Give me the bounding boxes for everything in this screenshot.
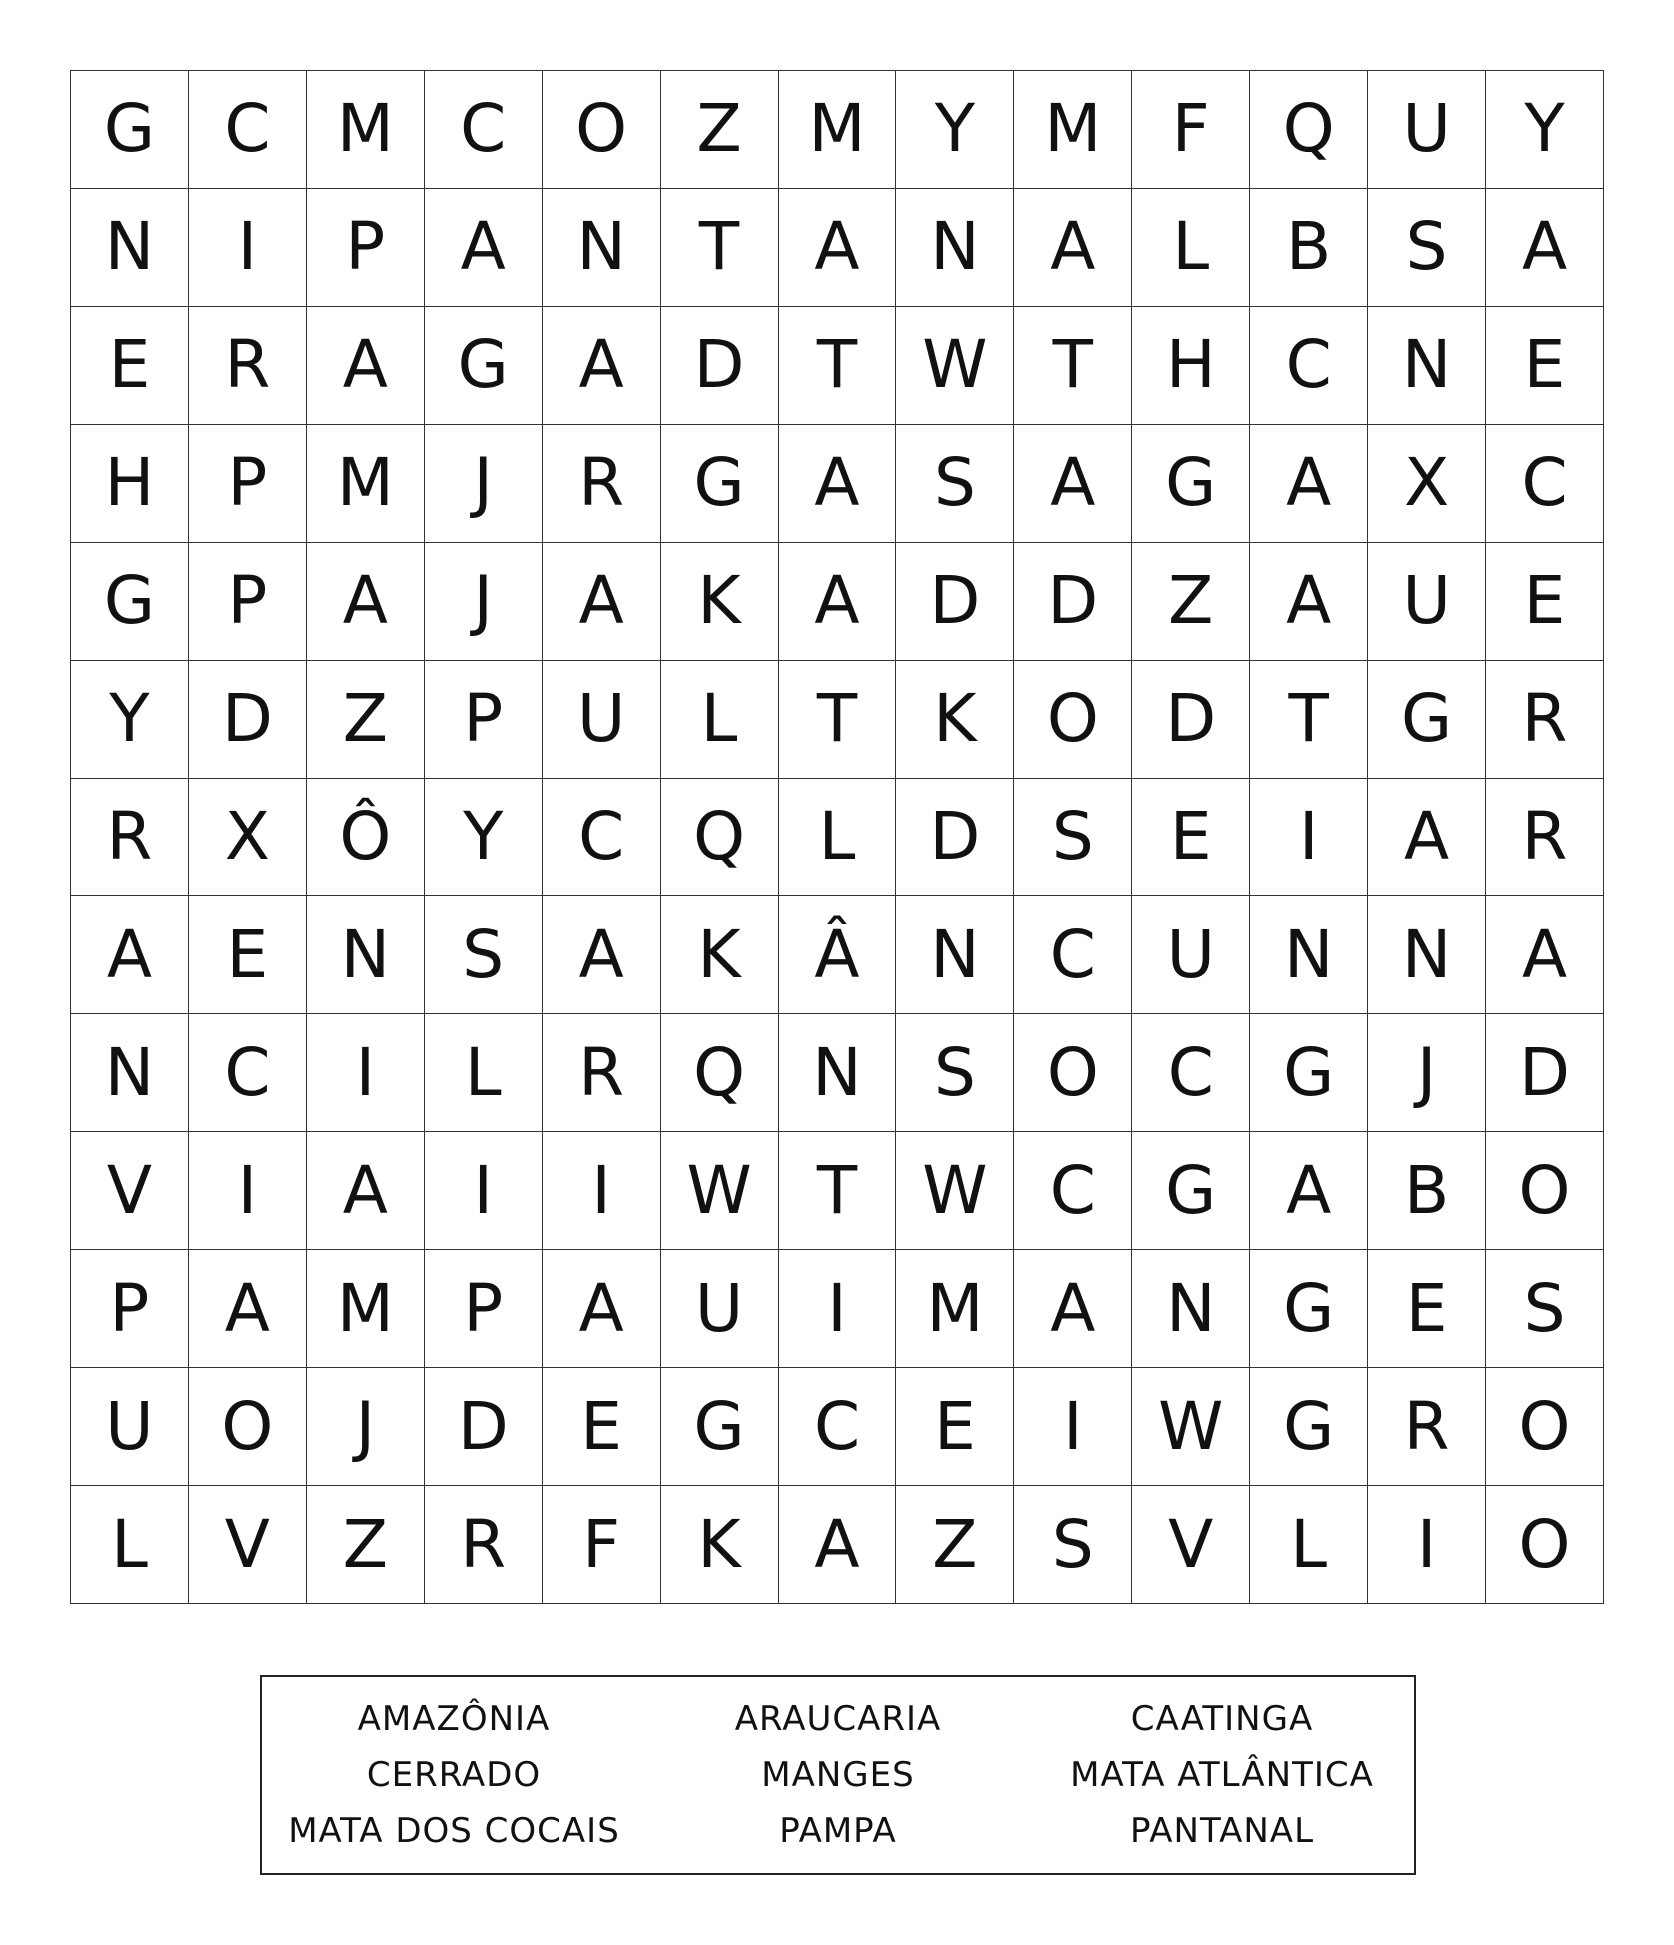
grid-cell[interactable]: B <box>1368 1132 1486 1250</box>
grid-cell[interactable]: Q <box>661 1014 779 1132</box>
grid-cell[interactable]: S <box>1486 1250 1604 1368</box>
word-item: PANTANAL <box>1129 1811 1315 1851</box>
grid-cell[interactable]: S <box>896 425 1014 543</box>
grid-cell[interactable]: D <box>1014 543 1132 661</box>
grid-cell[interactable]: O <box>1486 1368 1604 1486</box>
grid-cell[interactable]: Z <box>661 71 779 189</box>
grid-cell[interactable]: Y <box>1486 71 1604 189</box>
grid-cell[interactable]: J <box>425 543 543 661</box>
grid-cell[interactable]: H <box>71 425 189 543</box>
grid-cell[interactable]: K <box>661 896 779 1014</box>
grid-cell[interactable]: M <box>1014 71 1132 189</box>
grid-cell[interactable]: M <box>779 71 897 189</box>
grid-cell[interactable]: W <box>661 1132 779 1250</box>
grid-cell[interactable]: D <box>661 307 779 425</box>
grid-cell[interactable]: Y <box>71 661 189 779</box>
grid-cell[interactable]: I <box>543 1132 661 1250</box>
grid-cell[interactable]: A <box>543 543 661 661</box>
grid-cell[interactable]: R <box>1368 1368 1486 1486</box>
grid-cell[interactable]: A <box>1368 779 1486 897</box>
grid-cell[interactable]: M <box>307 1250 425 1368</box>
grid-cell[interactable]: W <box>896 307 1014 425</box>
grid-cell[interactable]: U <box>543 661 661 779</box>
grid-cell[interactable]: Ô <box>307 779 425 897</box>
grid-cell[interactable]: U <box>661 1250 779 1368</box>
grid-cell[interactable]: C <box>1014 1132 1132 1250</box>
grid-cell[interactable]: U <box>71 1368 189 1486</box>
grid-cell[interactable]: F <box>1132 71 1250 189</box>
grid-cell[interactable]: G <box>1132 425 1250 543</box>
grid-cell[interactable]: P <box>189 425 307 543</box>
grid-cell[interactable]: G <box>1250 1014 1368 1132</box>
grid-cell[interactable]: L <box>71 1486 189 1604</box>
grid-cell[interactable]: P <box>307 189 425 307</box>
grid-cell[interactable]: C <box>189 71 307 189</box>
grid-cell[interactable]: A <box>543 896 661 1014</box>
grid-cell[interactable]: G <box>661 1368 779 1486</box>
word-item: CERRADO <box>366 1755 542 1795</box>
grid-cell[interactable]: D <box>425 1368 543 1486</box>
grid-cell[interactable]: K <box>896 661 1014 779</box>
grid-cell[interactable]: M <box>307 425 425 543</box>
grid-cell[interactable]: P <box>425 661 543 779</box>
grid-cell[interactable]: A <box>1014 425 1132 543</box>
grid-cell[interactable]: M <box>307 71 425 189</box>
grid-cell[interactable]: A <box>425 189 543 307</box>
grid-cell[interactable]: O <box>1486 1132 1604 1250</box>
grid-cell[interactable]: N <box>896 896 1014 1014</box>
grid-cell[interactable]: X <box>1368 425 1486 543</box>
grid-cell[interactable]: D <box>896 779 1014 897</box>
grid-cell[interactable]: C <box>425 71 543 189</box>
grid-cell[interactable]: Y <box>896 71 1014 189</box>
grid-cell[interactable]: R <box>189 307 307 425</box>
grid-cell[interactable]: A <box>307 1132 425 1250</box>
grid-cell[interactable]: S <box>1368 189 1486 307</box>
grid-cell[interactable]: S <box>896 1014 1014 1132</box>
word-item: MANGES <box>761 1755 915 1795</box>
grid-cell[interactable]: O <box>1486 1486 1604 1604</box>
grid-cell[interactable]: T <box>661 189 779 307</box>
grid-cell[interactable]: K <box>661 543 779 661</box>
grid-cell[interactable]: A <box>1486 189 1604 307</box>
grid-cell[interactable]: Z <box>307 661 425 779</box>
grid-cell[interactable]: D <box>896 543 1014 661</box>
grid-cell[interactable]: A <box>1250 425 1368 543</box>
grid-cell[interactable]: A <box>189 1250 307 1368</box>
grid-cell[interactable]: A <box>1250 543 1368 661</box>
grid-cell[interactable]: I <box>1250 779 1368 897</box>
grid-cell[interactable]: G <box>71 543 189 661</box>
grid-cell[interactable]: P <box>189 543 307 661</box>
grid-cell[interactable]: S <box>425 896 543 1014</box>
grid-cell[interactable]: U <box>1368 543 1486 661</box>
grid-cell[interactable]: L <box>779 779 897 897</box>
grid-cell[interactable]: J <box>307 1368 425 1486</box>
grid-cell[interactable]: A <box>1014 1250 1132 1368</box>
grid-cell[interactable]: N <box>779 1014 897 1132</box>
grid-cell[interactable]: Y <box>425 779 543 897</box>
grid-cell[interactable]: G <box>1132 1132 1250 1250</box>
grid-cell[interactable]: E <box>1486 543 1604 661</box>
grid-cell[interactable]: E <box>189 896 307 1014</box>
grid-cell[interactable]: R <box>425 1486 543 1604</box>
grid-cell[interactable]: A <box>1486 896 1604 1014</box>
grid-cell[interactable]: G <box>1250 1368 1368 1486</box>
grid-cell[interactable]: A <box>1014 189 1132 307</box>
word-item: MATA ATLÂNTICA <box>1070 1755 1374 1795</box>
grid-cell[interactable]: P <box>425 1250 543 1368</box>
grid-cell[interactable]: V <box>1132 1486 1250 1604</box>
grid-cell[interactable]: I <box>779 1250 897 1368</box>
grid-cell[interactable]: L <box>1132 189 1250 307</box>
word-list <box>260 1675 1416 1875</box>
word-search-grid <box>70 70 1604 1604</box>
word-item: MATA DOS COCAIS <box>288 1811 620 1851</box>
grid-cell[interactable]: S <box>1014 1486 1132 1604</box>
grid-cell[interactable]: V <box>189 1486 307 1604</box>
grid-cell[interactable]: E <box>1368 1250 1486 1368</box>
grid-cell[interactable]: Â <box>779 896 897 1014</box>
grid-cell[interactable]: B <box>1250 189 1368 307</box>
grid-cell[interactable]: E <box>896 1368 1014 1486</box>
grid-cell[interactable]: M <box>896 1250 1014 1368</box>
grid-cell[interactable]: I <box>425 1132 543 1250</box>
grid-cell[interactable]: Z <box>1132 543 1250 661</box>
grid-cell[interactable]: V <box>71 1132 189 1250</box>
grid-cell[interactable]: J <box>425 425 543 543</box>
grid-cell[interactable]: Q <box>661 779 779 897</box>
grid-cell[interactable]: R <box>1486 779 1604 897</box>
grid-cell[interactable]: Z <box>896 1486 1014 1604</box>
grid-cell[interactable]: C <box>1014 896 1132 1014</box>
grid-cell[interactable]: N <box>1368 896 1486 1014</box>
grid-cell[interactable]: A <box>1250 1132 1368 1250</box>
grid-cell[interactable]: N <box>307 896 425 1014</box>
grid-cell[interactable]: A <box>307 307 425 425</box>
grid-cell[interactable]: R <box>543 1014 661 1132</box>
grid-cell[interactable]: I <box>1014 1368 1132 1486</box>
grid-cell[interactable]: E <box>71 307 189 425</box>
grid-cell[interactable]: A <box>71 896 189 1014</box>
grid-cell[interactable]: T <box>1250 661 1368 779</box>
grid-cell[interactable]: C <box>779 1368 897 1486</box>
grid-cell[interactable]: N <box>71 1014 189 1132</box>
grid-cell[interactable]: T <box>1014 307 1132 425</box>
grid-cell[interactable]: O <box>1014 661 1132 779</box>
word-item: CAATINGA <box>1130 1699 1314 1739</box>
grid-cell[interactable]: O <box>543 71 661 189</box>
grid-cell[interactable]: J <box>1368 1014 1486 1132</box>
grid-cell[interactable]: N <box>1132 1250 1250 1368</box>
grid-cell[interactable]: N <box>896 189 1014 307</box>
grid-cell[interactable]: W <box>1132 1368 1250 1486</box>
grid-cell[interactable]: A <box>779 543 897 661</box>
grid-cell[interactable]: I <box>189 189 307 307</box>
grid-cell[interactable]: G <box>425 307 543 425</box>
grid-cell[interactable]: C <box>1132 1014 1250 1132</box>
grid-cell[interactable]: T <box>779 1132 897 1250</box>
grid-cell[interactable]: L <box>425 1014 543 1132</box>
grid-cell[interactable]: H <box>1132 307 1250 425</box>
word-item: AMAZÔNIA <box>357 1699 551 1739</box>
grid-cell[interactable]: U <box>1132 896 1250 1014</box>
grid-cell[interactable]: L <box>1250 1486 1368 1604</box>
grid-cell[interactable]: N <box>71 189 189 307</box>
grid-cell[interactable]: R <box>543 425 661 543</box>
grid-cell[interactable]: O <box>189 1368 307 1486</box>
grid-cell[interactable]: C <box>543 779 661 897</box>
grid-cell[interactable]: N <box>1368 307 1486 425</box>
grid-cell[interactable]: S <box>1014 779 1132 897</box>
grid-cell[interactable]: Z <box>307 1486 425 1604</box>
grid-cell[interactable]: A <box>307 543 425 661</box>
grid-cell[interactable]: G <box>661 425 779 543</box>
grid-cell[interactable]: W <box>896 1132 1014 1250</box>
grid-cell[interactable]: E <box>1486 307 1604 425</box>
grid-cell[interactable]: C <box>1486 425 1604 543</box>
grid-cell[interactable]: C <box>189 1014 307 1132</box>
grid-cell[interactable]: A <box>543 1250 661 1368</box>
grid-cell[interactable]: K <box>661 1486 779 1604</box>
grid-cell[interactable]: N <box>543 189 661 307</box>
grid-cell[interactable]: N <box>1250 896 1368 1014</box>
grid-cell[interactable]: O <box>1014 1014 1132 1132</box>
grid-cell[interactable]: R <box>71 779 189 897</box>
grid-cell[interactable]: I <box>189 1132 307 1250</box>
grid-cell[interactable]: D <box>189 661 307 779</box>
grid-cell[interactable]: F <box>543 1486 661 1604</box>
grid-cell[interactable]: G <box>71 71 189 189</box>
grid-cell[interactable]: X <box>189 779 307 897</box>
grid-cell[interactable]: Q <box>1250 71 1368 189</box>
grid-cell[interactable]: T <box>779 661 897 779</box>
grid-cell[interactable]: G <box>1368 661 1486 779</box>
grid-cell[interactable]: U <box>1368 71 1486 189</box>
grid-cell[interactable]: I <box>1368 1486 1486 1604</box>
grid-cell[interactable]: A <box>543 307 661 425</box>
grid-cell[interactable]: A <box>779 425 897 543</box>
word-item: PAMPA <box>779 1811 897 1851</box>
grid-cell[interactable]: E <box>1132 779 1250 897</box>
grid-cell[interactable]: R <box>1486 661 1604 779</box>
grid-cell[interactable]: C <box>1250 307 1368 425</box>
grid-cell[interactable]: P <box>71 1250 189 1368</box>
grid-cell[interactable]: I <box>307 1014 425 1132</box>
word-item: ARAUCARIA <box>734 1699 942 1739</box>
grid-cell[interactable]: T <box>779 307 897 425</box>
grid-cell[interactable]: A <box>779 189 897 307</box>
grid-cell[interactable]: E <box>543 1368 661 1486</box>
grid-cell[interactable]: D <box>1486 1014 1604 1132</box>
grid-cell[interactable]: L <box>661 661 779 779</box>
grid-cell[interactable]: D <box>1132 661 1250 779</box>
grid-cell[interactable]: G <box>1250 1250 1368 1368</box>
grid-cell[interactable]: A <box>779 1486 897 1604</box>
